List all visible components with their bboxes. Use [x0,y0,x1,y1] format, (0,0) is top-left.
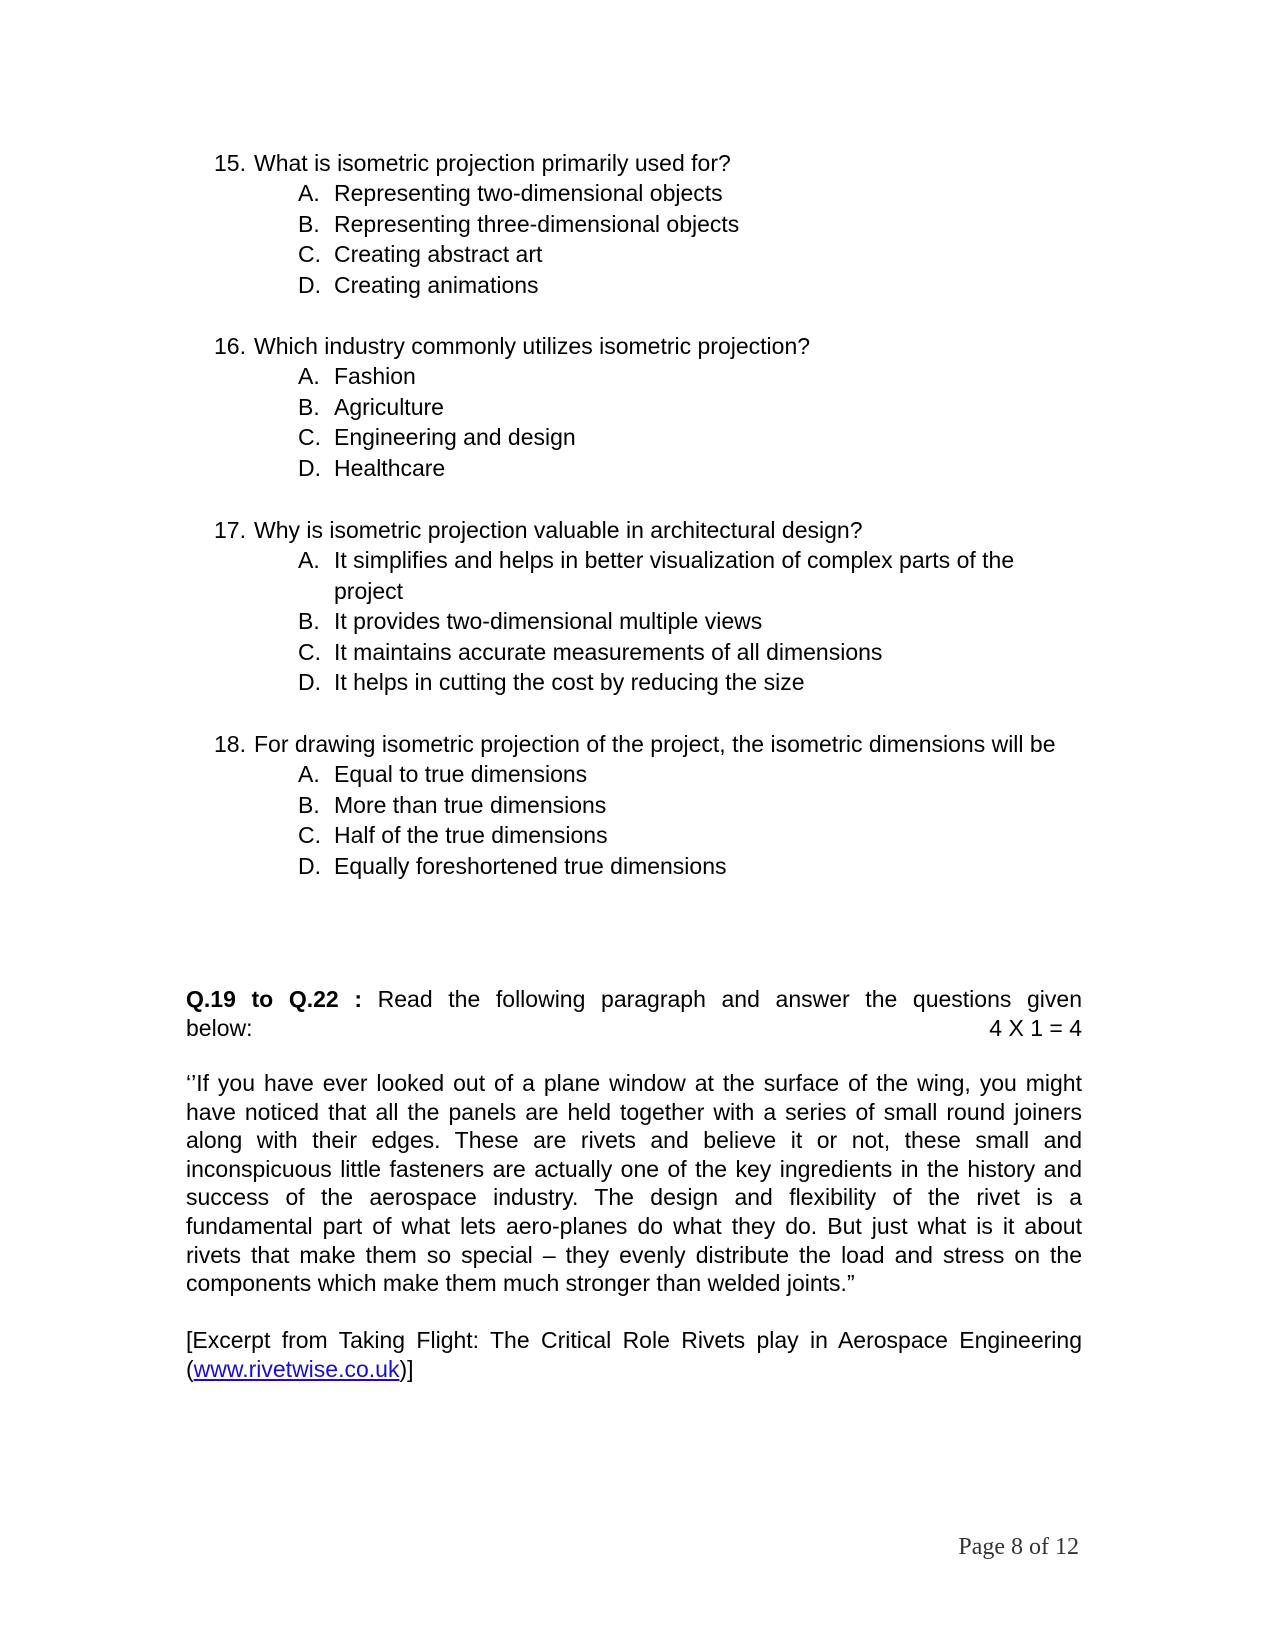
option-text: It helps in cutting the cost by reducing the size [334,669,805,695]
option-letter: D. [298,271,321,298]
question-number: 18. [214,731,246,757]
option-text: It provides two-dimensional multiple views [334,608,763,634]
question-stem [214,332,1084,361]
page-number: Page 8 of 12 [958,1534,1079,1560]
question-number: 16. [214,333,246,359]
option-b [298,790,1084,821]
option-letter: D. [298,454,321,481]
question-stem [214,516,1084,545]
option-d [298,270,1084,301]
section-heading [186,985,1082,1043]
option-b [298,209,1084,240]
option-letter: C. [298,241,321,267]
question-text: What is isometric projection primarily used for? [254,150,731,176]
option-c [298,820,1084,851]
option-list [214,759,1084,881]
citation-link[interactable]: www.rivetwise.co.uk [193,1356,400,1382]
option-letter: C. [298,424,321,450]
option-text: It simplifies and helps in better visualization of complex parts of the project [334,547,1015,604]
option-letter: C. [298,822,321,848]
question-number: 15. [214,150,246,176]
option-text: Equally foreshortened true dimensions [334,852,727,879]
option-d [298,453,1084,484]
option-letter: B. [298,393,320,420]
option-letter: A. [298,547,320,573]
option-letter: A. [298,761,320,787]
option-d [298,667,1084,698]
option-letter: B. [298,608,320,634]
option-b [298,392,1084,423]
option-text: Representing two-dimensional objects [334,180,723,206]
option-text: More than true dimensions [334,791,607,818]
question-15 [214,149,1084,300]
option-letter: B. [298,210,320,237]
question-17 [214,516,1084,698]
section-instruction-continued: below: [186,1015,253,1041]
option-c [298,239,1084,270]
option-d [298,851,1084,882]
section-marks: 4 X 1 = 4 [989,1015,1082,1041]
question-text: Why is isometric projection valuable in architectural design? [254,517,863,543]
section-heading-line2 [186,1014,1082,1043]
option-letter: D. [298,669,321,695]
citation-text: [Excerpt from Taking Flight: The Critical Role Rivets play in Aerospace Engineering ( [186,1327,1082,1382]
question-18 [214,730,1084,881]
option-letter: D. [298,852,321,879]
option-letter: C. [298,638,321,665]
option-list [214,178,1084,300]
question-text: For drawing isometric projection of the project, the isometric dimensions will be [254,731,1056,757]
option-text: Agriculture [334,393,444,420]
option-text: Representing three-dimensional objects [334,210,740,237]
option-text: Healthcare [334,454,446,481]
question-16 [214,332,1084,483]
option-b [298,606,1084,637]
section-instruction: Read the following paragraph and answer the questions given [377,986,1083,1012]
question-stem [214,149,1084,178]
passage-citation [186,1326,1082,1384]
option-letter: B. [298,791,320,818]
option-a [298,178,1084,209]
option-a [298,545,1084,606]
option-a [298,759,1084,790]
option-text: Engineering and design [334,424,576,450]
question-text: Which industry commonly utilizes isometric projection? [254,333,811,359]
option-list [214,361,1084,483]
option-list [214,545,1084,698]
option-text: Creating animations [334,271,539,298]
section-heading-line1 [186,985,1082,1014]
option-a [298,361,1084,392]
option-text: Equal to true dimensions [334,761,588,787]
option-c [298,637,1084,668]
question-stem [214,730,1084,759]
question-number: 17. [214,517,246,543]
option-text: It maintains accurate measurements of all dimensions [334,638,883,665]
reading-passage: ‘’If you have ever looked out of a plane window at the surface of the wing, you might have noticed that all the panels are held together with a series of small round joiners along with their edges. These are rivets and believe it or not, these small and inconspicuous little fasteners are actually one of the key ingredients in the history and success of the aerospace industry. The design and flexibility of the rivet is a fundamental part of what lets aero-planes do what they do. But just what is it about rivets that make them so special – they evenly distribute the load and stress on the components which make them much stronger than welded joints.” [186,1070,1082,1297]
citation-suffix: )] [399,1356,414,1382]
option-letter: A. [298,180,320,206]
option-c [298,422,1084,453]
option-text: Fashion [334,363,416,389]
option-text: Half of the true dimensions [334,822,608,848]
section-label: Q.19 to Q.22 : [186,986,363,1012]
option-letter: A. [298,363,320,389]
option-text: Creating abstract art [334,241,543,267]
